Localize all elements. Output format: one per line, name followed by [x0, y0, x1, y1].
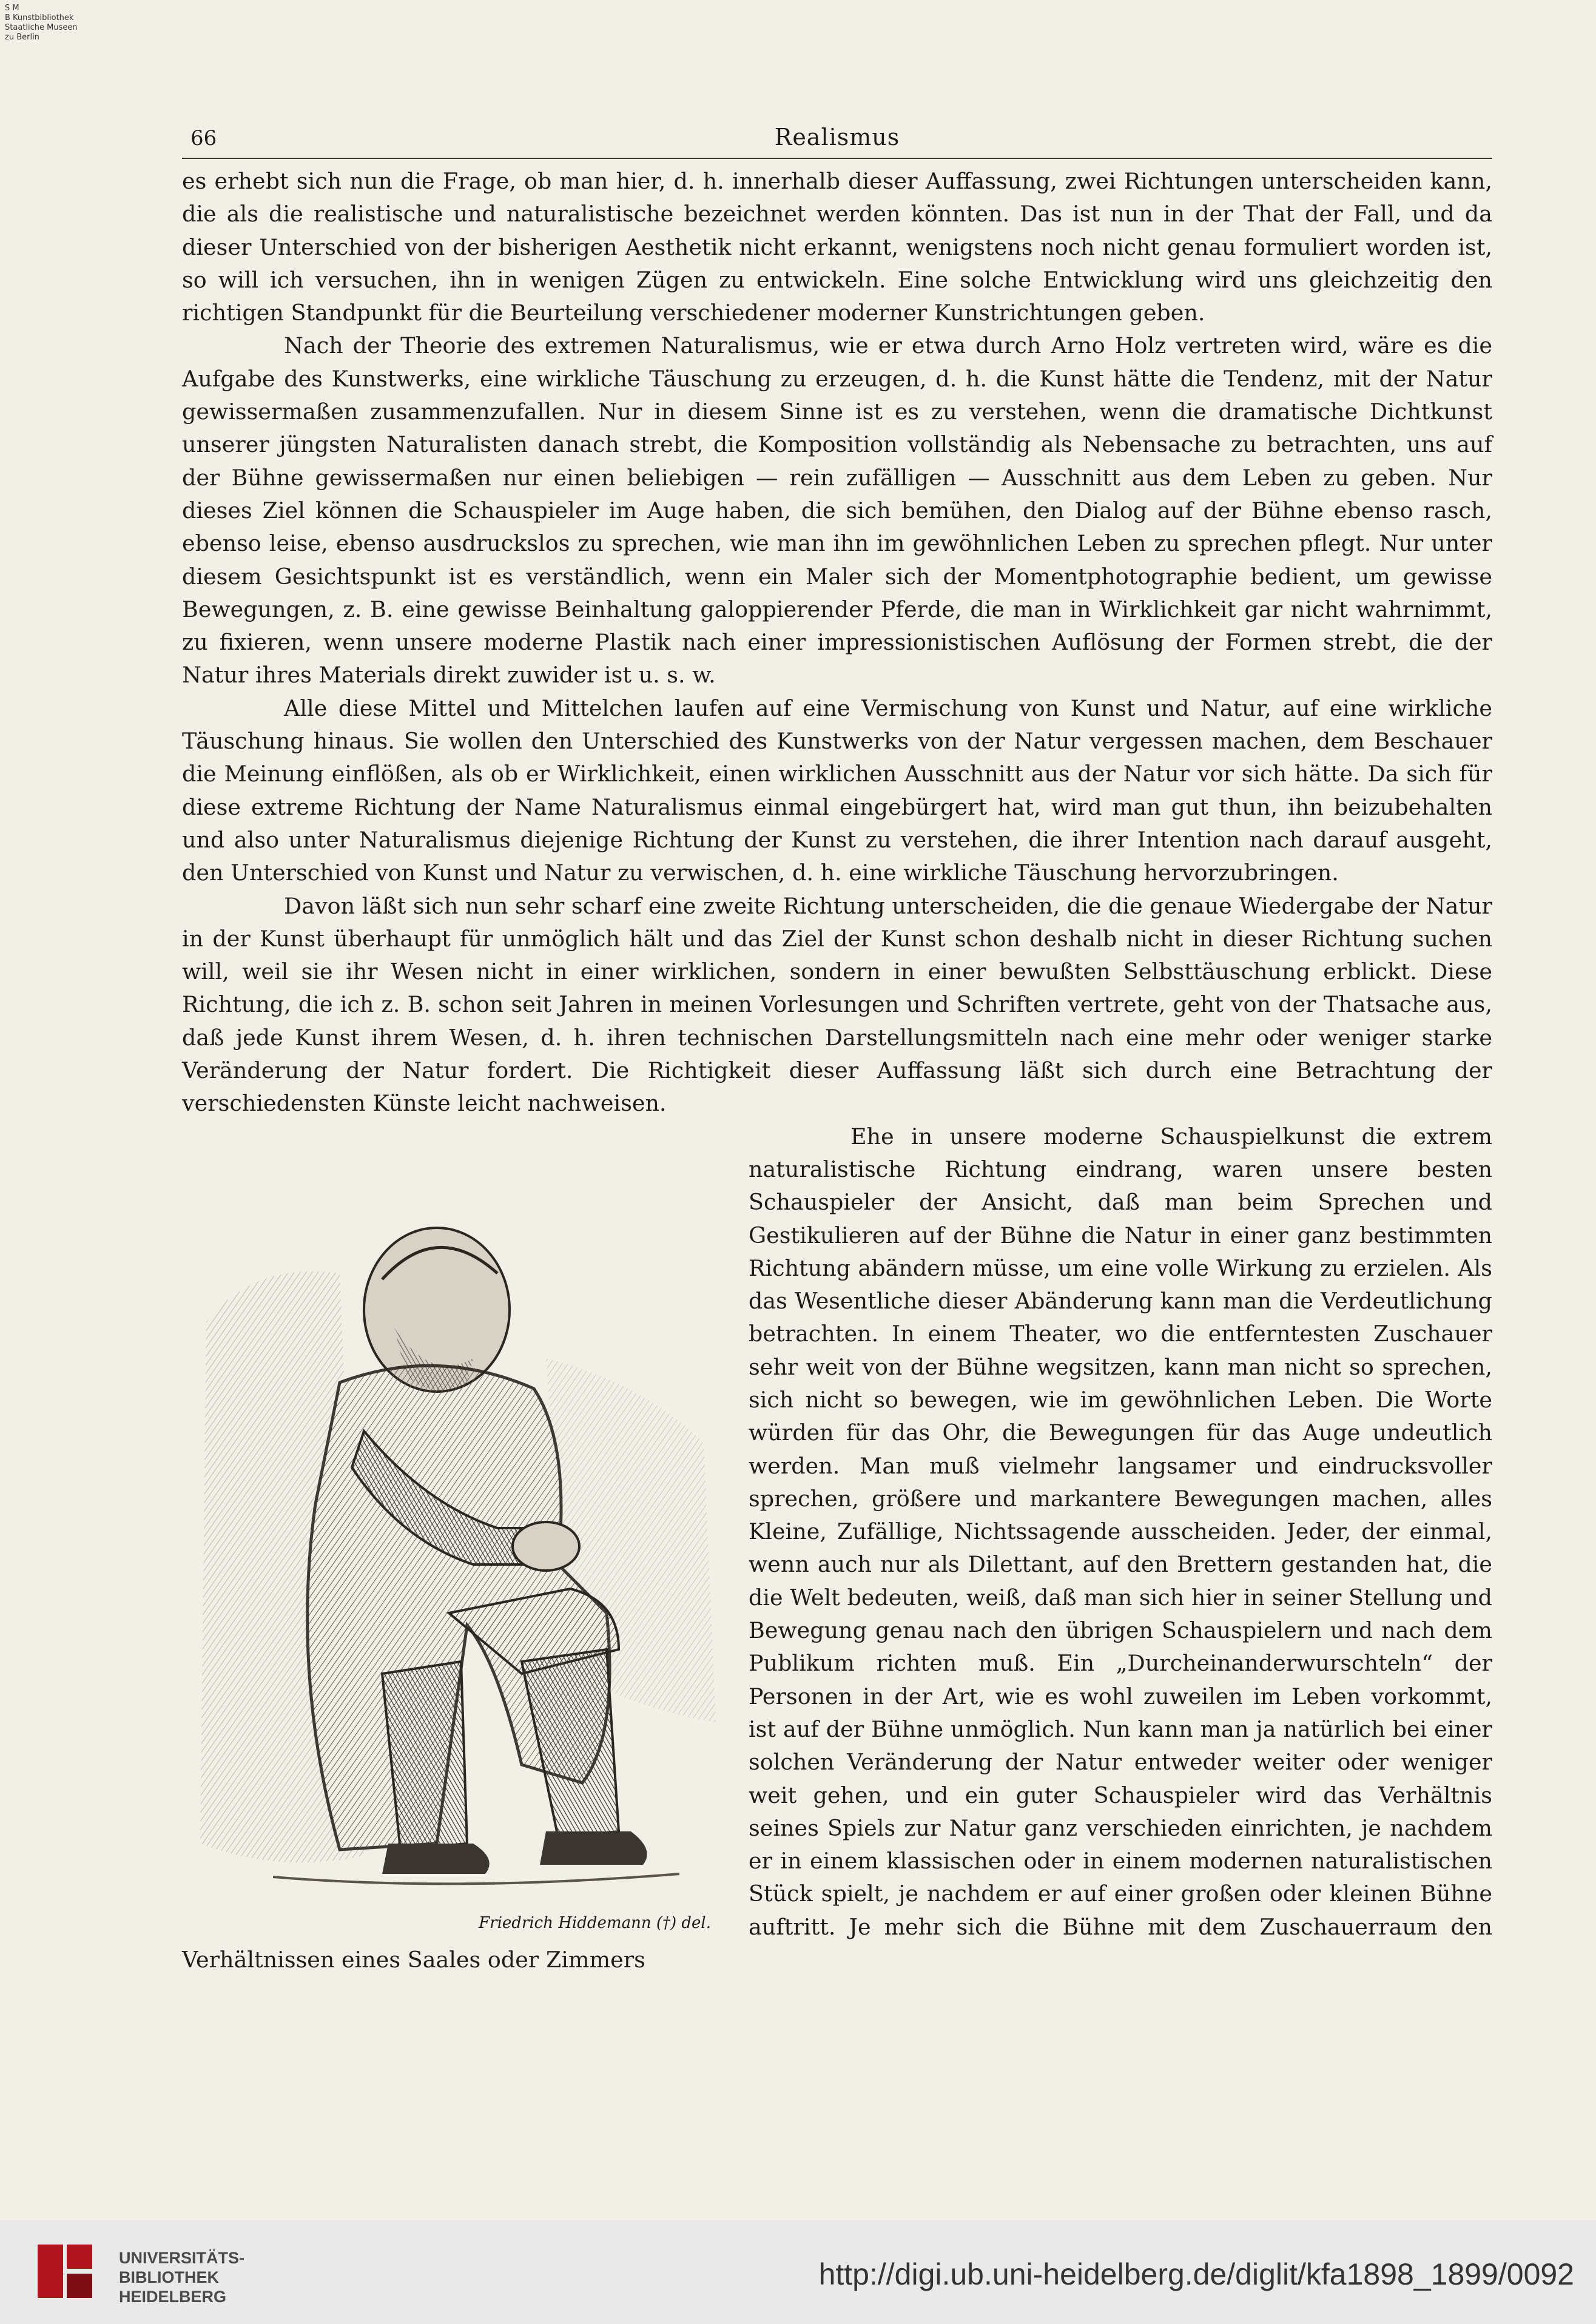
paragraph: es erhebt sich nun die Frage, ob man hier, d. h. innerhalb dieser Auffassung, zwei Richtungen unterscheiden kann, die als die realistische und naturalistische bezeichnet werden könnten. Das ist nun in der That der Fall, und da dieser Unterschied von der bisherigen Aesthetik nicht erkannt, wenigstens noch nicht genau formuliert worden ist, so will ich versuchen, ihn in wenigen Zügen zu entwickeln. Eine solche Entwicklung wird uns gleichzeitig den richtigen Standpunkt für die Beurteilung verschiedener moderner Kunstrichtungen geben.	[182, 168, 1492, 326]
header-rule	[182, 158, 1492, 159]
page-header	[182, 115, 1492, 158]
figure-caption: Friedrich Hiddemann (†) del.	[479, 1913, 711, 1932]
running-title: Realismus	[774, 124, 900, 150]
paragraph: Nach der Theorie des extremen Naturalismus, wie er etwa durch Arno Holz vertreten wird, wäre es die Aufgabe des Kunstwerks, eine wirkliche Täuschung zu erzeugen, d. h. die Kunst hätte die Tendenz, mit der Natur gewissermaßen zusammenzufallen. Nur in diesem Sinne ist es zu verstehen, wenn die dramatische Dichtkunst unserer jüngsten Naturalisten danach strebt, die Komposition vollständig als Nebensache zu betrachten, uns auf der Bühne gewissermaßen nur einen beliebigen — rein zufälligen — Ausschnitt aus dem Leben zu geben. Nur dieses Ziel können die Schauspieler im Auge haben, die sich bemühen, den Dialog auf der Bühne ebenso rasch, ebenso leise, ebenso ausdruckslos zu sprechen, wie man ihn im gewöhnlichen Leben zu sprechen pflegt. Nur unter diesem Gesichtspunkt ist es verständlich, wenn ein Maler sich der Momentphotographie bedient, um gewisse Bewegungen, z. B. eine gewisse Beinhaltung galoppierender Pferde, die man in Wirklichkeit gar nicht wahrnimmt, zu fixieren, wenn unsere moderne Plastik nach einer impressionistischen Auflösung der Formen strebt, die der Natur ihres Materials direkt zuwider ist u. s. w.	[182, 332, 1492, 689]
seated-old-man-drawing	[182, 1128, 728, 1910]
scanned-page	[182, 115, 1492, 1976]
illustration	[182, 1128, 728, 1941]
footer-bar	[0, 2220, 1596, 2324]
page-number: 66	[190, 126, 217, 150]
stamp-line: Staatliche Museen	[5, 23, 78, 32]
stamp-line: B Kunstbibliothek	[5, 13, 74, 22]
university-logo-icon	[32, 2241, 98, 2302]
library-stamp	[5, 4, 78, 42]
logo-line: HEIDELBERG	[119, 2288, 227, 2306]
paragraph: Davon läßt sich nun sehr scharf eine zweite Richtung unterscheiden, die die genaue Wiedergabe der Natur in der Kunst überhaupt für unmöglich hält und das Ziel der Kunst schon deshalb nicht in dieser Richtung suchen will, weil sie ihr Wesen nicht in einer wirklichen, sondern in einer bewußten Selbsttäuschung erblickt. Diese Richtung, die ich z. B. schon seit Jahren in meinen Vorlesungen und Schriften vertrete, geht von der Thatsache aus, daß jede Kunst ihrem Wesen, d. h. ihren technischen Darstellungsmitteln nach eine mehr oder weniger starke Veränderung der Natur fordert. Die Richtigkeit dieser Auffassung läßt sich durch eine Betrachtung der verschiedensten Künste leicht nachweisen.	[182, 892, 1492, 1117]
stamp-line: zu Berlin	[5, 33, 39, 42]
paragraph: Ehe in unsere moderne Schauspielkunst die extrem naturalistische Richtung eindrang, waren unsere besten Schauspieler der Ansicht, daß man beim Sprechen und Gestikulieren auf der Bühne die Natur in einer ganz bestimmten Richtung abändern müsse, um eine volle Wirkung zu erzielen. Als das Wesentliche dieser Abänderung kann man die Verdeutlichung betrachten. In einem Theater, wo die entferntesten Zuschauer sehr weit von der Bühne wegsitzen, kann man nicht so sprechen, sich nicht so bewegen, wie im gewöhnlichen Leben. Die Worte würden für das Ohr, die Bewegungen für das Auge undeutlich werden. Man muß vielmehr langsamer und eindrucksvoller sprechen, größere und markantere Bewegungen machen, alles Kleine, Zufällige, Nichtssagende ausscheiden. Jeder, der einmal, wenn auch nur als Dilettant, auf den Brettern gestanden hat, die die Welt bedeuten, weiß, daß man sich hier in seiner Stellung und Bewegung genau nach den übrigen Schauspielern und nach dem Publikum richten muß. Ein „Durcheinanderwurschteln“ der Personen in der Art, wie es wohl zuweilen im Leben vorkommt, ist auf der Bühne unmöglich. Nun kann man ja natürlich bei einer solchen Veränderung der Natur entweder weiter oder weniger weit gehen, und ein guter Schauspieler wird das Verhältnis seines Spiels zur Natur ganz verschieden einrichten, je nachdem er in einem klassischen oder in einem modernen naturalistischen Stück spielt, je nachdem er auf einer großen oder kleinen Bühne auftritt. Je mehr sich die Bühne mit dem Zuschauerraum den Verhältnissen eines Saales oder Zimmers	[182, 1123, 1492, 1973]
page-body	[182, 165, 1492, 1976]
paragraph: Alle diese Mittel und Mittelchen laufen auf eine Vermischung von Kunst und Natur, auf eine wirkliche Täuschung hinaus. Sie wollen den Unterschied des Kunstwerks von der Natur vergessen machen, dem Beschauer die Meinung einflößen, als ob er Wirklichkeit, einen wirklichen Ausschnitt aus der Natur vor sich hätte. Da sich für diese extreme Richtung der Name Naturalismus einmal eingebürgert hat, wird man gut thun, ihn beizubehalten und also unter Naturalismus diejenige Richtung der Kunst zu verstehen, die ihrer Intention nach darauf ausgeht, den Unterschied von Kunst und Natur zu verwischen, d. h. eine wirkliche Täuschung hervorzubringen.	[182, 695, 1492, 886]
source-url-link[interactable]: http://digi.ub.uni-heidelberg.de/diglit/kfa1898_1899/0092	[818, 2257, 1574, 2291]
stamp-line: S M	[5, 4, 19, 13]
logo-line: UNIVERSITÄTS-	[119, 2249, 245, 2267]
university-name	[119, 2248, 244, 2306]
logo-line: BIBLIOTHEK	[119, 2268, 219, 2286]
